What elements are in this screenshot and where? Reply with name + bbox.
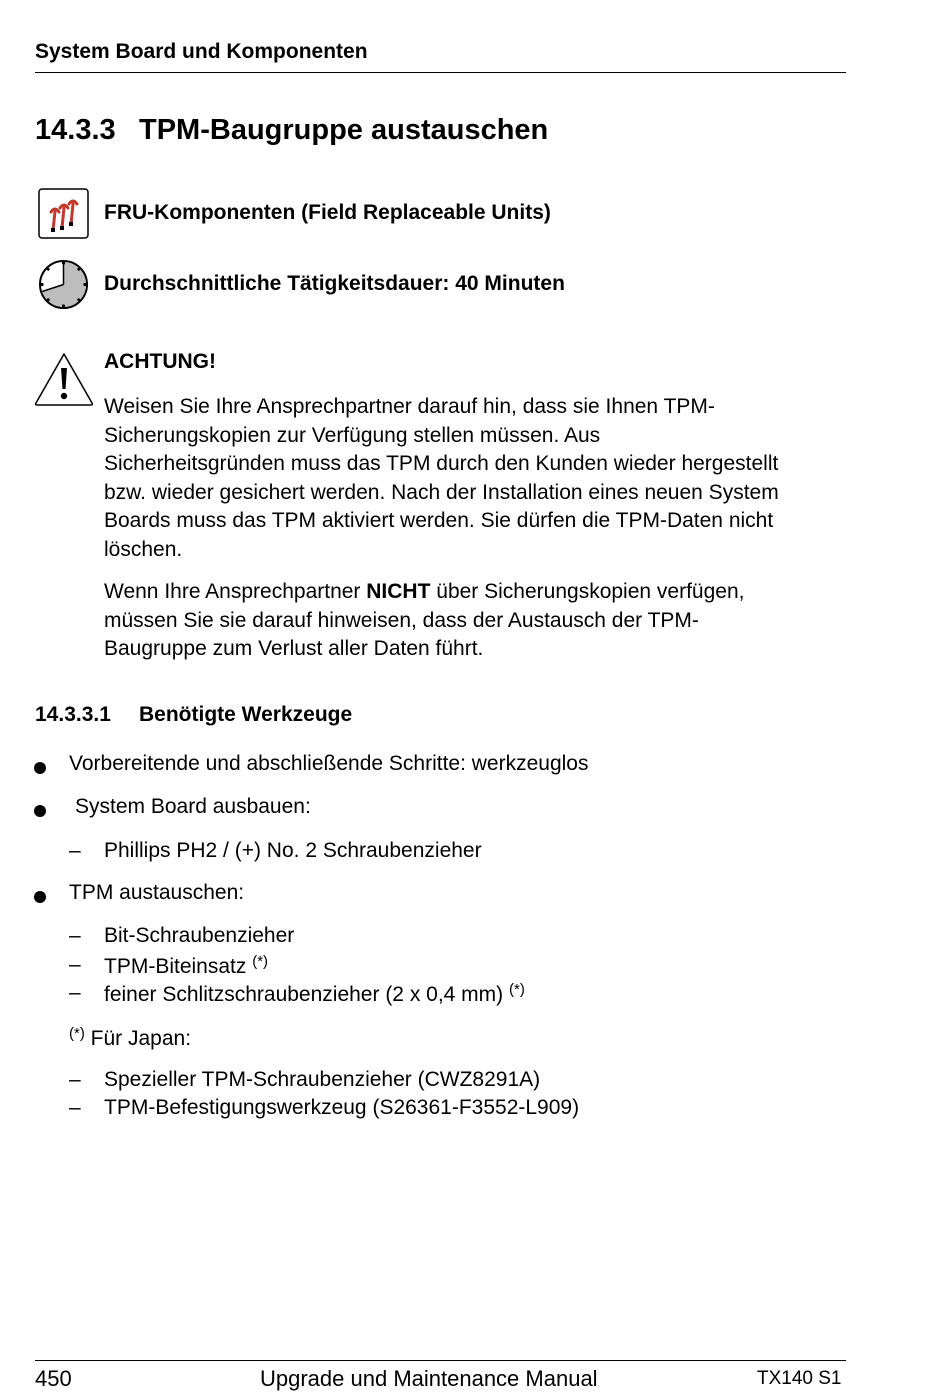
subsection-number: 14.3.3.1: [35, 703, 111, 726]
list-subitem: TPM-Befestigungswerkzeug (S26361-F3552-L909): [104, 1096, 580, 1119]
list-item: Vorbereitende und abschließende Schritte: werkzeuglos: [69, 752, 589, 775]
warning-title: ACHTUNG!: [104, 350, 216, 373]
warning-icon: [33, 351, 95, 407]
list-item: TPM austauschen:: [69, 881, 245, 904]
warning-paragraph-2: [104, 578, 849, 664]
dash-marker: –: [69, 953, 81, 976]
text-span: Für Japan:: [90, 1027, 192, 1050]
footnote-mark: (*): [69, 1025, 85, 1042]
dash-marker: –: [69, 1096, 81, 1119]
page-number: 450: [35, 1366, 72, 1391]
text-line: löschen.: [104, 537, 183, 561]
header-rule: [35, 72, 846, 73]
bullet-marker: [34, 805, 46, 817]
list-subitem: Spezieller TPM-Schraubenzieher (CWZ8291A): [104, 1068, 541, 1091]
warning-paragraph-1: [104, 393, 849, 564]
list-subitem: [104, 981, 525, 1007]
list-subitem: Phillips PH2 / (+) No. 2 Schraubenzieher: [104, 839, 482, 862]
tools-icon: [38, 188, 89, 239]
bullet-marker: [34, 891, 46, 903]
japan-note: [69, 1025, 191, 1051]
section-title: TPM-Baugruppe austauschen: [139, 114, 549, 146]
footer-rule: [35, 1360, 846, 1361]
text-span: feiner Schlitzschraubenzieher (2 x 0,4 mm): [104, 983, 504, 1006]
footnote-mark: (*): [509, 981, 525, 998]
emphasis-not: NICHT: [366, 580, 431, 603]
text-span: über Sicherungskopien verfügen,: [430, 580, 745, 603]
text-line: müssen Sie sie darauf hinweisen, dass der Austausch der TPM-: [104, 608, 699, 632]
section-heading: [35, 114, 548, 147]
text-line: [104, 578, 849, 607]
dash-marker: –: [69, 981, 81, 1004]
subsection-heading: [35, 703, 352, 727]
dash-marker: –: [69, 924, 81, 947]
text-line: Boards muss das TPM aktiviert werden. Sie dürfen die TPM-Daten nicht: [104, 509, 774, 532]
manual-title: Upgrade und Maintenance Manual: [260, 1366, 598, 1391]
clock-icon: [38, 259, 89, 310]
dash-marker: –: [69, 1068, 81, 1091]
text-span: Wenn Ihre Ansprechpartner: [104, 580, 367, 603]
list-item: System Board ausbauen:: [75, 795, 311, 818]
list-subitem: Bit-Schraubenzieher: [104, 924, 295, 947]
subsection-title: Benötigte Werkzeuge: [139, 703, 353, 726]
text-line: Sicherungskopien zur Verfügung stellen müssen. Aus: [104, 423, 601, 447]
text-line: Weisen Sie Ihre Ansprechpartner darauf hin, dass sie Ihnen TPM-: [104, 395, 715, 418]
running-header: System Board und Komponenten: [35, 40, 368, 63]
model-name: TX140 S1: [757, 1368, 842, 1389]
text-span: TPM-Biteinsatz: [104, 955, 247, 978]
text-line: bzw. wieder gesichert werden. Nach der Installation eines neuen System: [104, 480, 779, 504]
fru-label: FRU-Komponenten (Field Replaceable Units): [104, 201, 551, 224]
duration-label: Durchschnittliche Tätigkeitsdauer: 40 Minuten: [104, 272, 565, 295]
section-number: 14.3.3: [35, 114, 116, 146]
footnote-mark: (*): [252, 953, 269, 970]
bullet-marker: [34, 762, 46, 774]
list-subitem: [104, 953, 268, 979]
dash-marker: –: [69, 839, 81, 862]
text-line: Baugruppe zum Verlust aller Daten führt.: [104, 637, 484, 660]
text-line: Sicherheitsgründen muss das TPM durch den Kunden wieder hergestellt: [104, 452, 779, 475]
